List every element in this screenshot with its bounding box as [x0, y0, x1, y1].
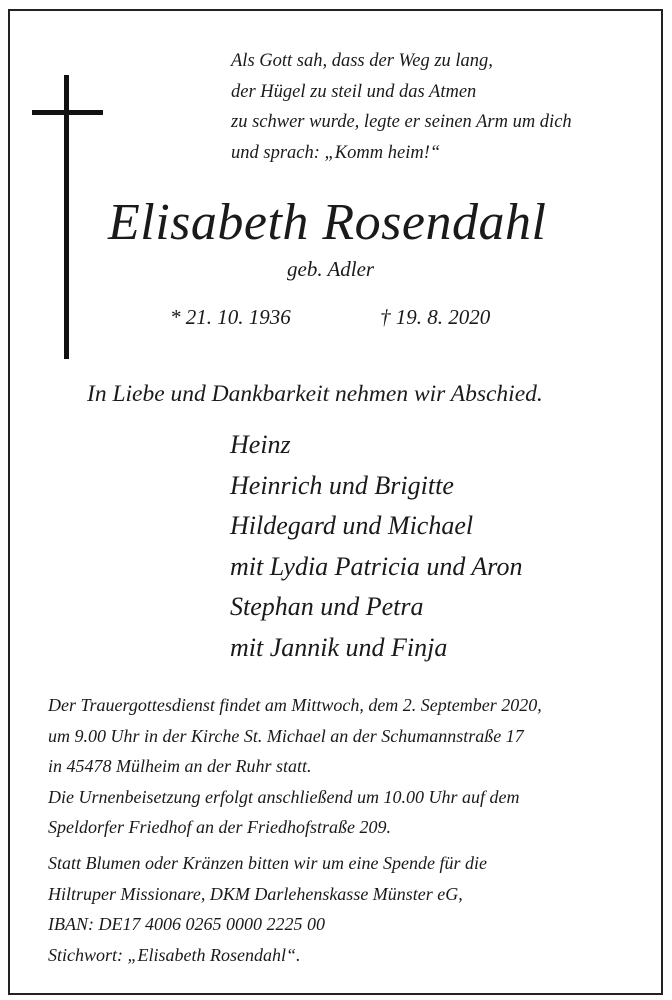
- family-member: Heinrich und Brigitte: [230, 470, 454, 500]
- poem-line: zu schwer wurde, legte er seinen Arm um dich: [231, 112, 572, 132]
- death-date: † 19. 8. 2020: [380, 305, 491, 329]
- donation-line: Hiltruper Missionare, DKM Darlehenskasse Münster eG,: [48, 883, 463, 904]
- poem-line: und sprach: „Komm heim!“: [231, 142, 441, 163]
- cross-vertical-bar: [64, 75, 69, 359]
- service-info: [48, 690, 542, 843]
- family-member: Stephan und Petra: [230, 592, 424, 621]
- donation-line: IBAN: DE17 4006 0265 0000 2225 00: [48, 914, 325, 934]
- donation-info: [48, 848, 487, 970]
- service-line: um 9.00 Uhr in der Kirche St. Michael an der Schumannstraße 17: [48, 725, 524, 746]
- cross-horizontal-bar: [32, 110, 103, 115]
- poem: [231, 46, 572, 168]
- birth-date: * 21. 10. 1936: [170, 305, 291, 329]
- deceased-name: Elisabeth Rosendahl: [108, 194, 547, 251]
- service-line: Der Trauergottesdienst findet am Mittwoch, dem 2. September 2020,: [48, 695, 542, 715]
- poem-line: der Hügel zu steil und das Atmen: [231, 81, 477, 102]
- poem-line: Als Gott sah, dass der Weg zu lang,: [231, 51, 493, 71]
- family-list: [230, 425, 522, 668]
- family-member: Hildegard und Michael: [230, 511, 474, 540]
- service-line: in 45478 Mülheim an der Ruhr statt.: [48, 756, 312, 776]
- donation-line: Statt Blumen oder Kränzen bitten wir um eine Spende für die: [48, 853, 487, 873]
- farewell-text: In Liebe und Dankbarkeit nehmen wir Abschied.: [87, 381, 543, 407]
- maiden-name: geb. Adler: [287, 257, 375, 281]
- service-line: Speldorfer Friedhof an der Friedhofstraße 209.: [48, 817, 391, 837]
- service-line: Die Urnenbeisetzung erfolgt anschließend um 10.00 Uhr auf dem: [48, 786, 520, 807]
- family-member: mit Lydia Patricia und Aron: [230, 551, 523, 581]
- family-member: mit Jannik und Finja: [230, 632, 448, 662]
- family-member: Heinz: [230, 430, 291, 459]
- donation-line: Stichwort: „Elisabeth Rosendahl“.: [48, 944, 301, 965]
